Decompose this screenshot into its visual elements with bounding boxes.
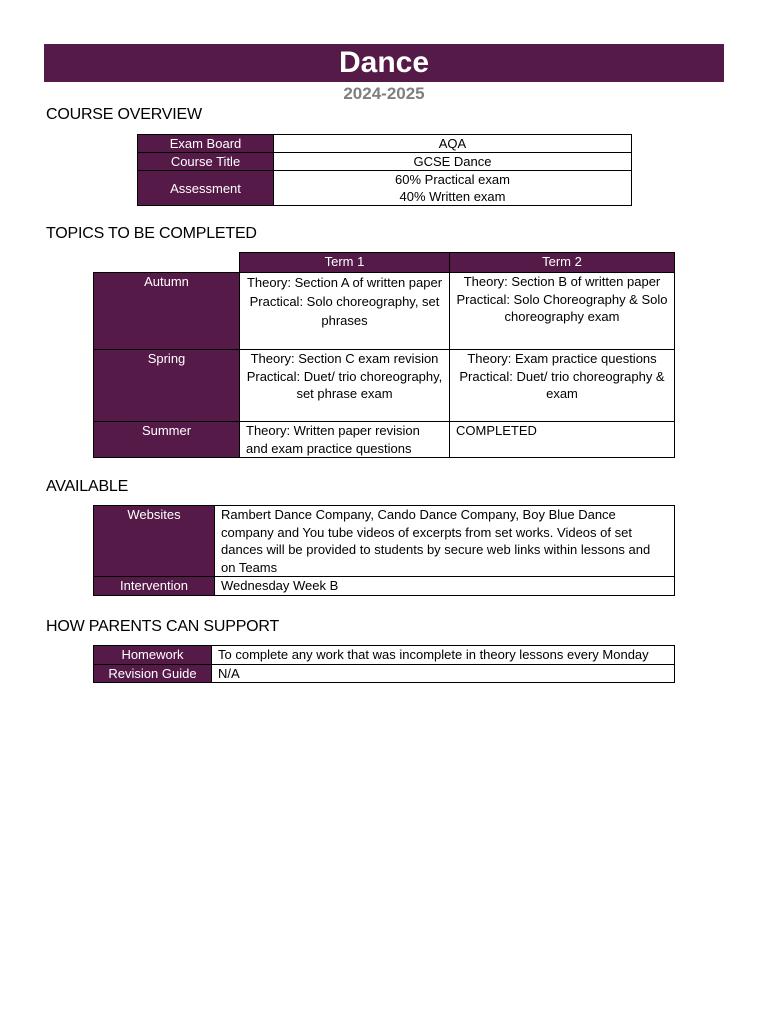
websites-value: Rambert Dance Company, Cando Dance Company, Boy Blue Dance company and You tube videos of excerpts from set works. Videos of set dances will be provided to students by secure web links within lessons and on Teams: [215, 506, 675, 577]
row-label-assessment: Assessment: [138, 171, 274, 206]
topic-line: Theory: Section C exam revision: [250, 351, 439, 366]
academic-year: 2024-2025: [343, 84, 425, 103]
row-label-revision-guide: Revision Guide: [94, 664, 212, 683]
table-header-row: [94, 253, 675, 273]
table-row: [94, 577, 675, 596]
table-row: [94, 664, 675, 683]
assessment-line: 40% Written exam: [399, 189, 506, 204]
section-heading-topics: TOPICS TO BE COMPLETED: [46, 225, 257, 242]
table-row: [138, 135, 632, 153]
spring-term-1: [240, 350, 450, 422]
column-header-term-1: Term 1: [240, 253, 450, 273]
section-heading-parent-support: HOW PARENTS CAN SUPPORT: [46, 618, 280, 635]
autumn-term-1: [240, 273, 450, 350]
course-overview-table: [137, 134, 632, 206]
table-row: [94, 422, 675, 458]
assessment-value: [274, 171, 632, 206]
autumn-term-2: [450, 273, 675, 350]
available-table: [93, 505, 675, 596]
homework-value: To complete any work that was incomplete in theory lessons every Monday: [212, 646, 675, 665]
exam-board-value: AQA: [274, 135, 632, 153]
assessment-line: 60% Practical exam: [395, 172, 510, 187]
revision-guide-value: N/A: [212, 664, 675, 683]
table-row: [94, 506, 675, 577]
topic-line: COMPLETED: [456, 423, 537, 438]
summer-term-2: [450, 422, 675, 458]
table-row: [94, 350, 675, 422]
row-label-course-title: Course Title: [138, 153, 274, 171]
column-header-term-2: Term 2: [450, 253, 675, 273]
course-title-value: GCSE Dance: [274, 153, 632, 171]
table-row: [138, 171, 632, 206]
section-heading-available: AVAILABLE: [46, 478, 129, 495]
row-label-autumn: Autumn: [94, 273, 240, 350]
section-heading-course-overview: COURSE OVERVIEW: [46, 106, 202, 123]
topic-line: Theory: Section B of written paper: [463, 274, 661, 289]
topic-line: Practical: Solo choreography, set phrases: [249, 294, 440, 328]
page-title: Dance: [44, 44, 724, 82]
intervention-value: Wednesday Week B: [215, 577, 675, 596]
table-row: [94, 646, 675, 665]
spring-term-2: [450, 350, 675, 422]
row-label-spring: Spring: [94, 350, 240, 422]
topic-line: Theory: Written paper revision and exam practice questions: [246, 423, 420, 456]
row-label-intervention: Intervention: [94, 577, 215, 596]
row-label-summer: Summer: [94, 422, 240, 458]
topic-line: Practical: Solo Choreography & Solo choreography exam: [456, 291, 668, 324]
row-label-exam-board: Exam Board: [138, 135, 274, 153]
row-label-homework: Homework: [94, 646, 212, 665]
topics-table: [93, 252, 675, 458]
table-row: [94, 273, 675, 350]
topic-line: Theory: Exam practice questions: [467, 351, 657, 366]
parent-support-table: [93, 645, 675, 683]
table-row: [138, 153, 632, 171]
row-label-websites: Websites: [94, 506, 215, 577]
summer-term-1: [240, 422, 450, 458]
topic-line: Theory: Section A of written paper: [246, 275, 443, 290]
topic-line: Practical: Duet/ trio choreography & exam: [459, 368, 665, 401]
empty-corner-cell: [94, 253, 240, 273]
topic-line: Practical: Duet/ trio choreography, set phrase exam: [246, 368, 443, 401]
